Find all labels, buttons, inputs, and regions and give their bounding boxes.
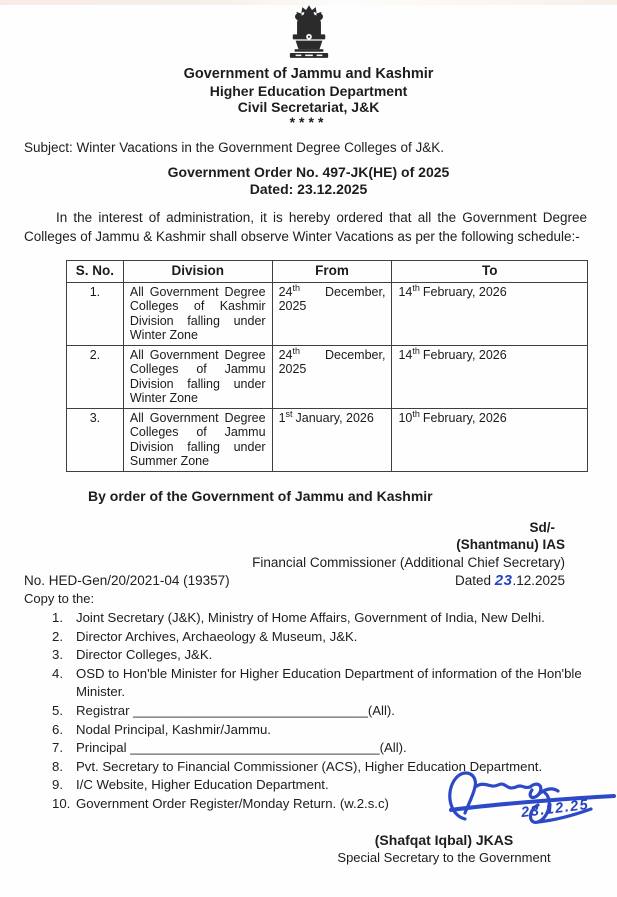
item-number: 1. <box>52 610 63 625</box>
by-order-line: By order of the Government of Jammu and Kashmir <box>88 487 433 504</box>
table-row <box>67 282 588 345</box>
item-number: 8. <box>52 758 63 774</box>
signatory-block <box>0 519 617 572</box>
item-number: 6. <box>52 721 63 737</box>
item-number: 2. <box>52 628 63 644</box>
list-item <box>52 721 589 740</box>
column-header-sno: S. No. <box>67 261 124 283</box>
cell-sno: 1. <box>67 282 124 345</box>
item-number: 3. <box>52 647 63 663</box>
cell-division: All Government Degree Colleges of Jammu Division falling under Winter Zone <box>123 345 272 408</box>
item-text: I/C Website, Higher Education Department. <box>76 777 329 793</box>
item-text: Principal __________________________________(All). <box>76 740 407 756</box>
table-row <box>67 345 588 408</box>
column-header-division: Division <box>123 261 272 283</box>
list-item <box>52 665 589 702</box>
subject-line: Subject: Winter Vacations in the Government Degree Colleges of J&K. <box>24 140 444 155</box>
copy-to-label: Copy to the: <box>24 591 95 606</box>
header-government-line: Government of Jammu and Kashmir <box>183 66 434 82</box>
item-number: 9. <box>52 777 63 793</box>
national-emblem-icon <box>0 0 617 64</box>
cell-from: 1st January, 2026 <box>272 408 392 471</box>
cell-from: 24th December, 2025 <box>272 282 392 345</box>
list-item <box>52 646 589 665</box>
item-text: Registrar ________________________________(All). <box>76 702 395 718</box>
header-stars-divider: **** <box>289 114 328 130</box>
item-text: OSD to Hon'ble Minister for Higher Education Department of information of the Hon'ble Minister. <box>76 665 582 700</box>
handwritten-date-ink: 23 <box>494 572 513 589</box>
column-header-to: To <box>392 261 588 283</box>
item-number: 5. <box>52 702 63 718</box>
signatory-name: (Shantmanu) IAS <box>456 537 565 552</box>
item-number: 10. <box>52 795 71 811</box>
item-text: Director Archives, Archaeology & Museum, J&K. <box>76 628 358 644</box>
cell-from: 24th December, 2025 <box>272 345 392 408</box>
item-number: 7. <box>52 740 63 756</box>
cell-to: 14th February, 2026 <box>392 345 588 408</box>
cell-to: 10th February, 2026 <box>392 408 588 471</box>
cell-to: 14th February, 2026 <box>392 282 588 345</box>
item-number: 4. <box>52 665 63 681</box>
order-date-heading: Dated: 23.12.2025 <box>249 181 368 197</box>
reference-number: No. HED-Gen/20/2021-04 (19357) <box>24 573 230 588</box>
column-header-from: From <box>272 261 392 283</box>
item-text: Pvt. Secretary to Financial Commissioner (ACS), Higher Education Department. <box>76 758 543 774</box>
reference-row <box>24 572 565 589</box>
list-item <box>52 628 589 647</box>
list-item <box>52 702 589 721</box>
header-department-line: Higher Education Department <box>209 83 408 99</box>
vacation-schedule-table <box>66 260 588 472</box>
body-paragraph: In the interest of administration, it is hereby ordered that all the Government Degree Colleges of Jammu & Kashmir shall observe Winter Vacations as per the following schedule:- <box>24 210 587 244</box>
bottom-signatory-designation: Special Secretary to the Government <box>337 850 551 865</box>
scan-artifact-top-edge <box>0 0 617 5</box>
handwritten-signature-date: 23.12.25 <box>520 796 591 822</box>
table-row <box>67 408 588 471</box>
list-item <box>52 739 589 758</box>
item-text: Nodal Principal, Kashmir/Jammu. <box>76 721 271 737</box>
table-header-row <box>67 261 588 283</box>
item-text: Joint Secretary (J&K), Ministry of Home Affairs, Government of India, New Delhi. <box>76 610 545 625</box>
item-text: Director Colleges, J&K. <box>76 647 213 663</box>
order-number-heading: Government Order No. 497-JK(HE) of 2025 <box>167 164 450 180</box>
cell-division: All Government Degree Colleges of Kashmir Division falling under Winter Zone <box>123 282 272 345</box>
bottom-signatory-block <box>324 831 564 866</box>
bottom-signatory-name: (Shafqat Iqbal) JKAS <box>374 832 514 848</box>
sd-line: Sd/- <box>529 519 555 535</box>
cell-division: All Government Degree Colleges of Jammu Division falling under Summer Zone <box>123 408 272 471</box>
signatory-designation: Financial Commissioner (Additional Chief Secretary) <box>252 554 565 570</box>
list-item <box>52 609 589 628</box>
cell-sno: 2. <box>67 345 124 408</box>
reference-date: Dated 23.12.2025 <box>454 572 565 589</box>
item-text: Government Order Register/Monday Return. (w.2.s.c) <box>76 795 389 811</box>
header-secretariat-line: Civil Secretariat, J&K <box>237 99 380 115</box>
cell-sno: 3. <box>67 408 124 471</box>
